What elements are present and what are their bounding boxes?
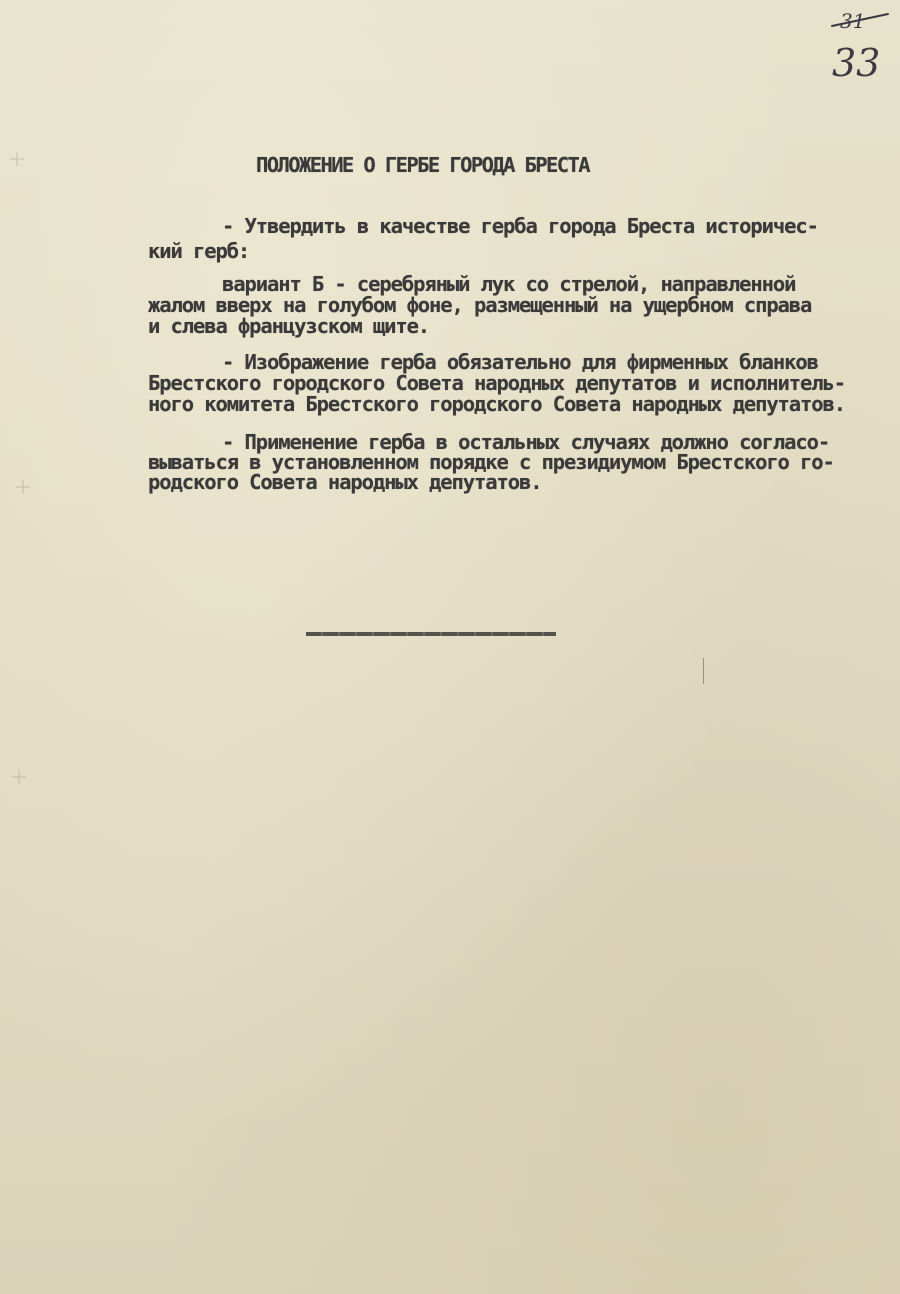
paragraph-4-line-1: - Применение герба в остальных случаях должно согласо- [222,430,830,454]
paragraph-4-line-3: родского Совета народных депутатов. [148,470,542,494]
paragraph-3-line-3: ного комитета Брестского городского Совета народных депутатов. [148,392,846,416]
paragraph-1-line-1: - Утвердить в качестве герба города Бреста историчес- [222,214,818,238]
paragraph-2-line-1: вариант Б - серебряный лук со стрелой, направленной [222,272,796,296]
folio-new-number: 33 [832,41,881,84]
document-title: ПОЛОЖЕНИЕ О ГЕРБЕ ГОРОДА БРЕСТА [256,153,590,177]
paragraph-4-line-2: вываться в установленном порядке с президиумом Брестского го- [148,450,834,474]
paragraph-3-line-1: - Изображение герба обязательно для фирменных бланков [222,350,818,374]
closing-divider [306,632,556,636]
folio-number [830,4,892,84]
edge-mark-icon [8,150,26,168]
edge-mark-icon [10,768,28,786]
paragraph-2-line-2: жалом вверх на голубом фоне, размещенный на ущербном справа [148,293,812,317]
paragraph-3-line-2: Брестского городского Совета народных депутатов и исполнитель- [148,371,846,395]
folio-old-number: 31 [840,9,866,33]
edge-mark-icon [14,478,32,496]
stray-mark [703,658,704,684]
paragraph-1-line-2: кий герб: [148,239,250,263]
paragraph-2-line-3: и слева французском щите. [148,314,430,338]
